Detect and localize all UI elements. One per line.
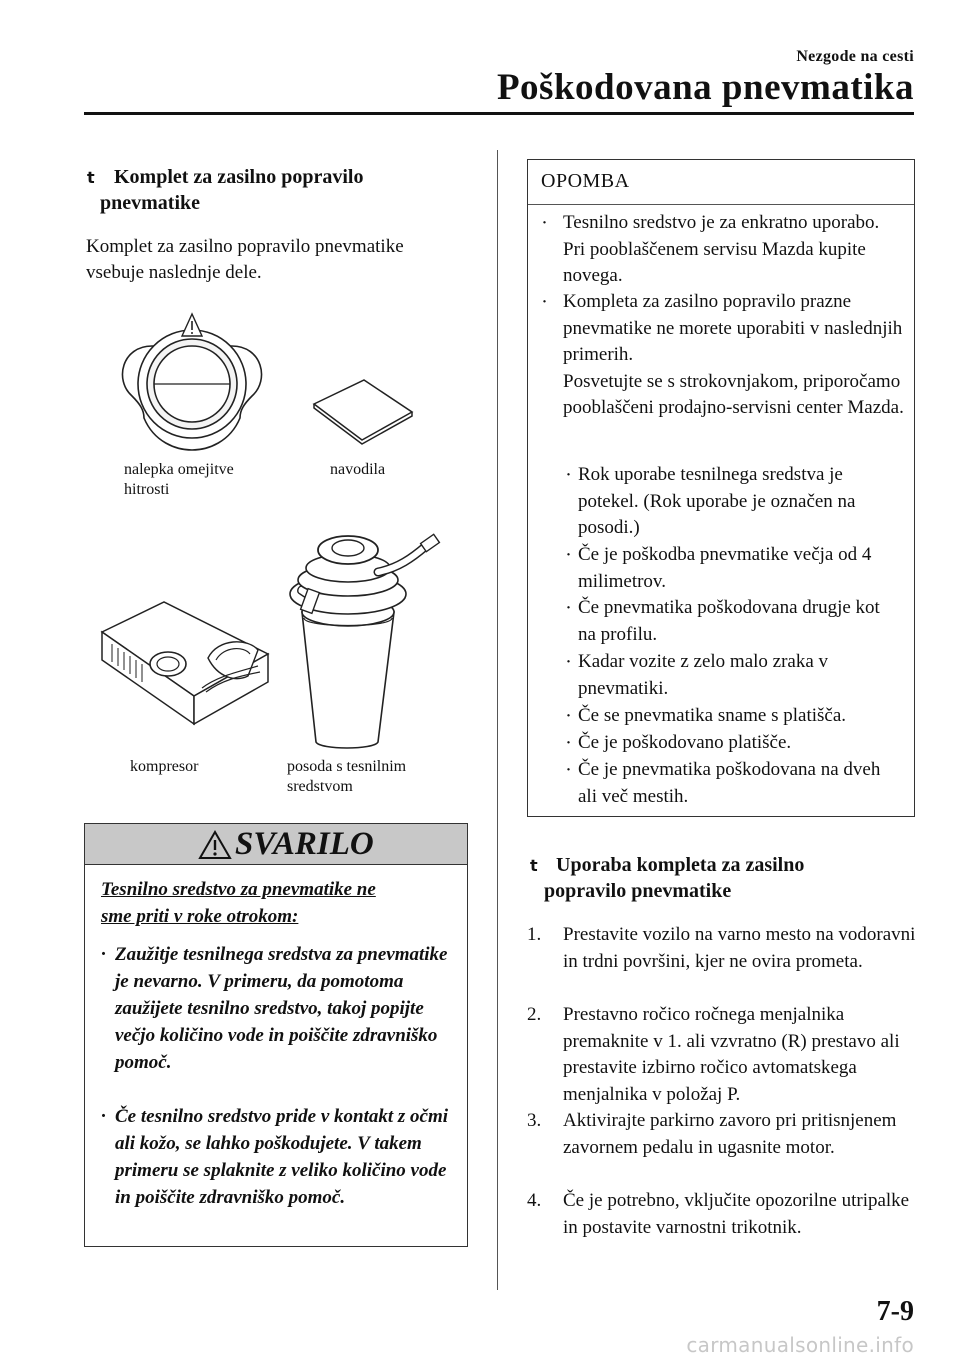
note-item: · Tesnilno sredstvo je za enkratno uporabo. Pri pooblaščenem servisu Mazda kupite novega. [542, 210, 906, 290]
compressor-caption: kompresor [130, 758, 199, 775]
note-subitem: · Kadar vozite z zelo malo zraka v pnevmatiki. [566, 649, 902, 702]
heading-bullet: t [87, 168, 95, 187]
manual-booklet-illustration [308, 374, 418, 454]
page-title: Poškodovana pnevmatika [496, 67, 914, 108]
section-name: Nezgode na cesti [796, 48, 914, 65]
usage-heading-line2: popravilo pnevmatike [544, 880, 732, 902]
warning-header [85, 824, 467, 865]
step-text: Prestavno ročico ročnega menjalnika premaknite v 1. ali vzvratno (R) prestavo ali prestavite izbirno ročico avtomatskega menjalnika v položaj P. [563, 1004, 900, 1105]
header-divider [84, 112, 914, 115]
step-item [527, 1002, 917, 1108]
warning-item: · Zaužitje tesnilnega sredstva za pnevmatike je nevarno. V primeru, da pomotoma zaužijete tesnilno sredstvo, takoj popijte večjo količino vode in poiščite zdravniško pomoč. [101, 941, 453, 1076]
step-text: Prestavite vozilo na varno mesto na vodoravni in trdni površini, kjer ne ovira prometa. [563, 924, 916, 972]
note-item-text: Tesnilno sredstvo je za enkratno uporabo. Pri pooblaščenem servisu Mazda kupite novega. [563, 212, 880, 286]
note-subitem-text: Če je poškodba pnevmatike večja od 4 milimetrov. [578, 544, 872, 592]
warning-item-text: Zaužitje tesnilnega sredstva za pnevmatike je nevarno. V primeru, da pomotoma zaužijete tesnilno sredstvo, takoj popijte večjo količino vode in poiščite zdravniško pomoč. [115, 944, 448, 1073]
kit-heading-line2: pnevmatike [100, 192, 200, 214]
kit-heading-line1: Komplet za zasilno popravilo [114, 166, 364, 188]
sticker-caption-line2: hitrosti [124, 481, 170, 498]
step-item [527, 1188, 917, 1241]
note-subitem-text: Če je poškodovano platišče. [578, 732, 792, 753]
note-header [528, 160, 914, 205]
watermark: carmanualsonline.info [686, 1333, 914, 1357]
step-item [527, 1108, 917, 1161]
step-number: 3. [527, 1110, 542, 1131]
note-subitem-text: Če pnevmatika poškodovana drugje kot na profilu. [578, 597, 880, 645]
note-subitem: · Če je poškodovano platišče. [566, 730, 906, 757]
step-item [527, 922, 917, 975]
kit-intro-line1: Komplet za zasilno popravilo pnevmatike [86, 236, 404, 257]
note-item: · Kompleta za zasilno popravilo prazne pnevmatike ne morete uporabiti v naslednjih primerih. Posvetujte se s strokovnjakom, priporočamo pooblaščeni prodajno-servisni center Mazda. [542, 289, 906, 422]
step-number: 1. [527, 924, 542, 945]
note-subitem-text: Rok uporabe tesnilnega sredstva je potekel. (Rok uporabe je označen na posodi.) [578, 464, 856, 538]
page-number: 7-9 [876, 1296, 914, 1327]
note-title: OPOMBA [541, 170, 630, 192]
note-box [527, 159, 915, 817]
heading-bullet: t [530, 856, 538, 875]
warning-item-text: Če tesnilno sredstvo pride v kontakt z očmi ali kožo, se lahko poškodujete. V takem primeru se splaknite z veliko količino vode in poiščite zdravniško pomoč. [115, 1106, 449, 1208]
step-number: 4. [527, 1190, 542, 1211]
bottle-caption-line1: posoda s tesnilnim [287, 758, 407, 775]
note-subitem: · Če se pnevmatika sname s platišča. [566, 703, 906, 730]
warning-lead-line2: sme priti v roke otrokom: [101, 906, 299, 927]
warning-item: · Če tesnilno sredstvo pride v kontakt z očmi ali kožo, se lahko poškodujete. V takem primeru se splaknite z veliko količino vode in poiščite zdravniško pomoč. [101, 1103, 453, 1211]
usage-heading-line1: Uporaba kompleta za zasilno [556, 854, 805, 876]
warning-box [84, 823, 468, 1247]
speed-limit-sticker-illustration [112, 310, 272, 460]
column-divider [497, 150, 498, 1290]
warning-lead [101, 876, 443, 930]
manual-caption: navodila [330, 461, 386, 478]
sticker-caption-line1: nalepka omejitve [124, 461, 234, 478]
compressor-illustration [98, 592, 278, 732]
note-item-text: Kompleta za zasilno popravilo prazne pnevmatike ne morete uporabiti v naslednjih primerih. [563, 291, 903, 365]
note-subitem: · Če je pnevmatika poškodovana na dveh ali več mestih. [566, 757, 902, 810]
note-subitem: · Če je poškodba pnevmatike večja od 4 milimetrov. [566, 542, 902, 595]
warning-lead-line1: Tesnilno sredstvo za pnevmatike ne [101, 879, 376, 900]
note-subitem-text: Kadar vozite z zelo malo zraka v pnevmatiki. [578, 651, 829, 699]
step-number: 2. [527, 1004, 542, 1025]
note-subitem-text: Če je pnevmatika poškodovana na dveh ali več mestih. [578, 759, 881, 807]
sealant-bottle-illustration [286, 528, 456, 753]
note-subitem-text: Če se pnevmatika sname s platišča. [578, 705, 847, 726]
step-text: Aktivirajte parkirno zavoro pri pritisnjenem zavornem pedalu in ugasnite motor. [563, 1110, 897, 1158]
step-text: Če je potrebno, vključite opozorilne utripalke in postavite varnostni trikotnik. [563, 1190, 910, 1238]
bottle-caption-line2: sredstvom [287, 778, 353, 795]
note-subitem: · Rok uporabe tesnilnega sredstva je potekel. (Rok uporabe je označen na posodi.) [566, 462, 902, 542]
warning-title: SVARILO [235, 826, 374, 862]
note-subitem: · Če pnevmatika poškodovana drugje kot na profilu. [566, 595, 902, 648]
kit-intro-line2: vsebuje naslednje dele. [86, 262, 262, 283]
note-item-extra: Posvetujte se s strokovnjakom, priporočamo pooblaščeni prodajno-servisni center Mazda. [563, 370, 904, 418]
warning-triangle-icon [198, 830, 232, 860]
